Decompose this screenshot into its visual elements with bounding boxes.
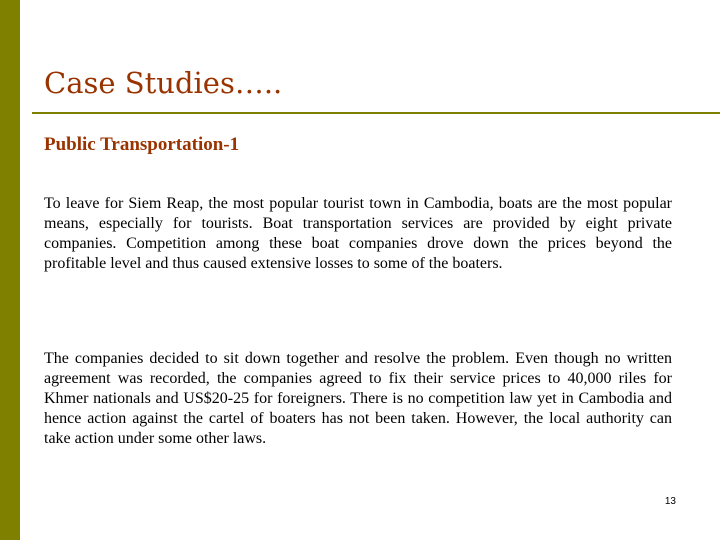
section-subtitle: Public Transportation-1 bbox=[44, 134, 240, 155]
left-accent-bar bbox=[0, 0, 20, 540]
body-paragraph-2: The companies decided to sit down together and resolve the problem. Even though no written agreement was recorded, the companies agreed to fix their service prices to 40,000 riles for Khmer nationals and US$20-25 for foreigners. There is no competition law yet in Cambodia and hence action against the cartel of boaters has not been taken. However, the local authority can take action under some other laws. bbox=[44, 350, 672, 447]
slide-title: Case Studies….. bbox=[44, 66, 283, 100]
body-paragraph-1: To leave for Siem Reap, the most popular tourist town in Cambodia, boats are the most popular means, especially for tourists. Boat transportation services are provided by eight private companies. Competition among these boat companies drove down the prices beyond the profitable level and thus caused extensive losses to some of the boaters. bbox=[44, 195, 672, 272]
title-divider bbox=[32, 112, 720, 114]
page-number: 13 bbox=[664, 496, 676, 507]
